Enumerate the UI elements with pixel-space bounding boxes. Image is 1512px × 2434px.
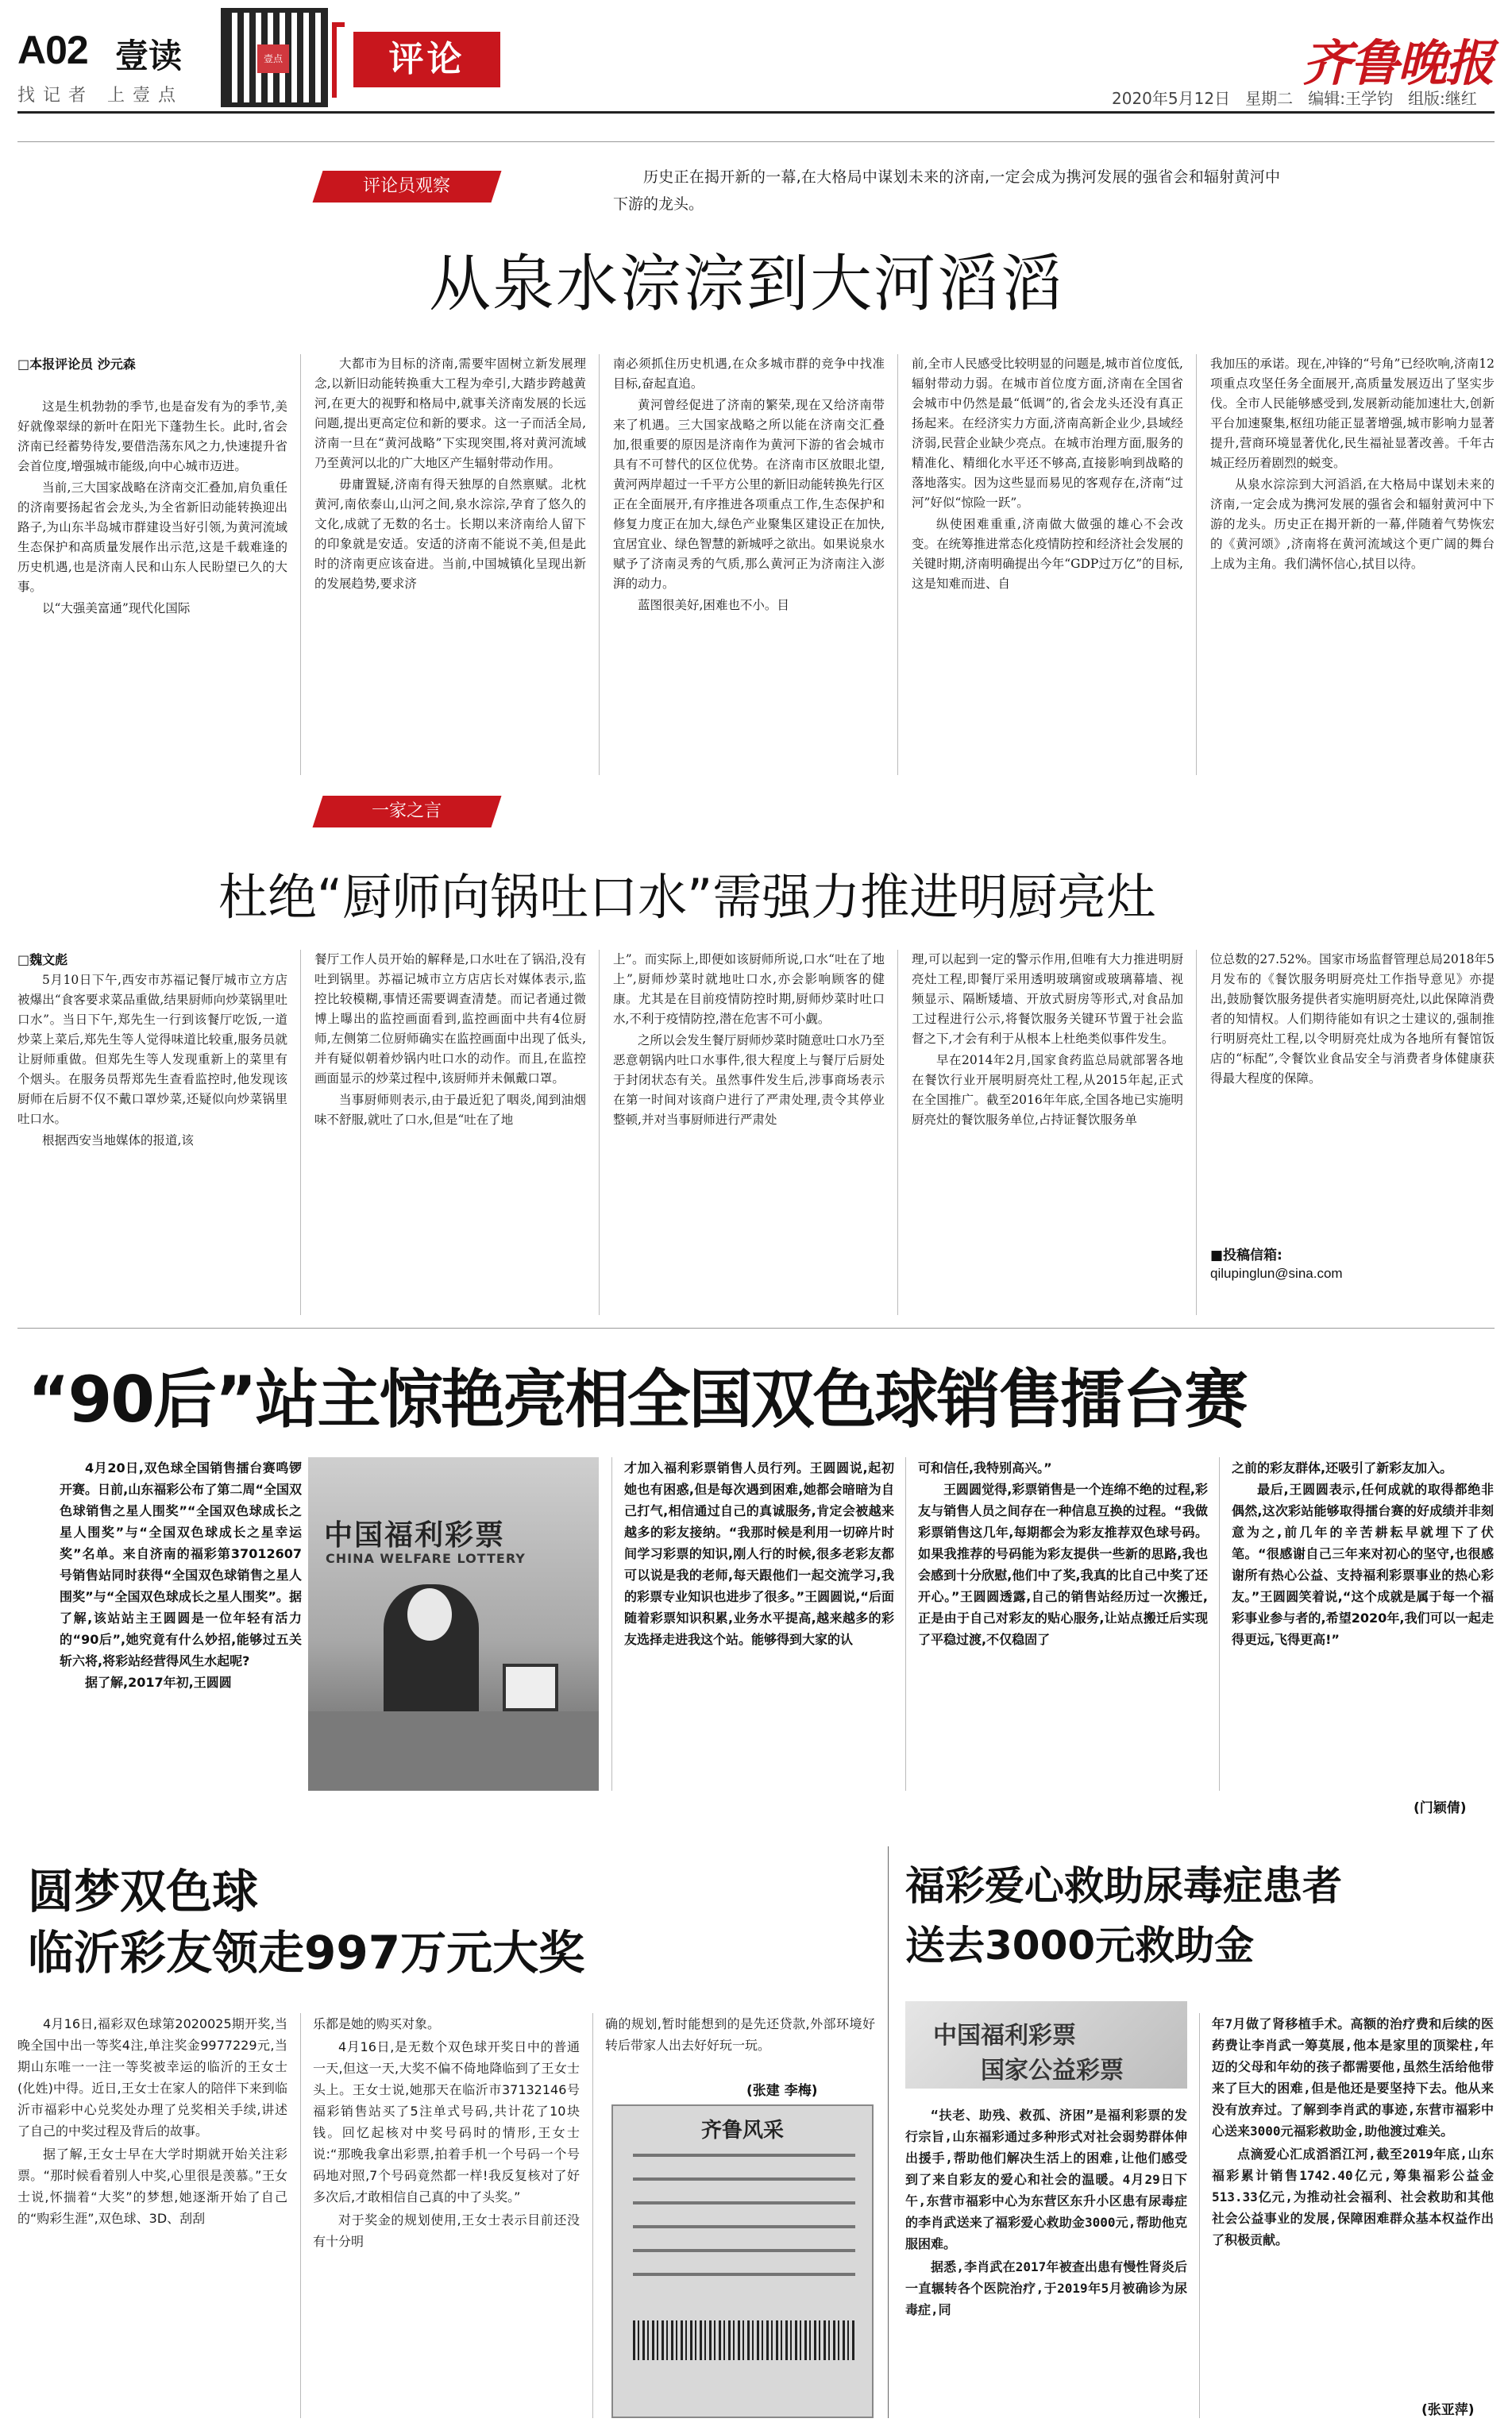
masthead-rule: [17, 111, 1495, 114]
article5-title-line1: 福彩爱心救助尿毒症患者: [905, 1863, 1342, 1909]
article2-col4: 理,可以起到一定的警示作用,但唯有大力推进明厨亮灶工程,即餐厅采用透明玻璃窗或玻璃幕墙、视频显示、隔断矮墙、开放式厨房等形式,对食品加工过程进行公示,将餐饮服务关键环节置于社会监督之下,才会有利于从根本上杜绝类似事件发生。 早在2014年2月,国家食药监总局就部署各地在餐饮行业开展明厨亮灶工程,从2015年起,正式在全国推广。截至2016年年底,全国各地已实施明厨亮灶的餐饮服务单位,占持证餐饮服务单: [912, 952, 1183, 1127]
article1-col1: 这是生机勃勃的季节,也是奋发有为的季节,美好就像翠绿的新叶在阳光下蓬勃生长。此时,省会济南已经蓄势待发,要借浩荡东风之力,快速提升省会首位度,增强城市能级,向中心城市迈进。 当前,三大国家战略在济南交汇叠加,肩负重任的济南要扬起省会龙头,为全省新旧动能转换迎出路子,为山东半岛城市群建设当好引领,为黄河流域生态保护和高质量发展作出示范,这是千载难逢的历史机遇,也是济南人民和山东人民盼望已久的大事。 以“大强美富通”现代化国际: [17, 399, 287, 615]
article2-col2: 餐厅工作人员开始的解释是,口水吐在了锅沿,没有吐到锅里。苏福记城市立方店店长对媒体表示,监控比较模糊,事情还需要调查清楚。而记者通过微博上曝出的监控画面看到,监控画面中共有4位厨师,左侧第二位厨师确实在监控画面中出现了低头,并有疑似朝着炒锅内吐口水的动作。而且,在监控画面显示的炒菜过程中,该厨师并未佩戴口罩。 当事厨师则表示,由于最近犯了咽炎,闻到油烟味不舒服,就吐了口水,但是“吐在了地: [314, 952, 586, 1127]
article4-col2: 乐都是她的购买对象。 4月16日,是无数个双色球开奖日中的普通一天,但这一天,大奖不偏不倚地降临到了王女士头上。王女士说,她那天在临沂市37132146号福彩销售站买了5注单式号码,共计花了10块钱。回忆起核对中奖号码时的情形,王女士说:“那晚我拿出彩票,拍着手机一个号码一个号码地对照,7个号码竟然都一样!我反复核对了好多次后,才敢相信自己真的中了头奖。” 对于奖金的规划使用,王女士表示目前还没有十分明: [313, 2016, 580, 2249]
article3-col1: 4月20日,双色球全国销售擂台赛鸣锣开赛。日前,山东福彩公布了第二周“全国双色球销售之星人围奖”“全国双色球成长之星人围奖”与“全国双色球成长之星幸运奖”名单。来自济南的福彩第37012607号销售站同时获得“全国双色球销售之星人围奖”与“全国双色球成长之星人围奖”。据了解,该站站主王圆圆是一位年轻有活力的“90后”,她究竟有什么妙招,能够过五关斩六将,将彩站经营得风生水起呢? 据了解,2017年初,王圆圆: [60, 1460, 302, 1690]
article5-title-line2: 送去3000元救助金: [905, 1923, 1255, 1969]
slogan: 找记者 上壹点: [17, 86, 183, 106]
article2-col1: 5月10日下午,西安市苏福记餐厅城市立方店被爆出“食客要求菜品重做,结果厨师向炒菜锅里吐口水”。当日下午,郑先生一行到该餐厅吃饭,一道炒菜上菜后,郑先生等人觉得味道比较重,服务员就让厨师重做。但郑先生等人发现重新上的菜里有个烟头。在服务员帮郑先生查看监控时,他发现该厨师在后厨不仅不戴口罩炒菜,还疑似向炒菜锅里吐口水。 根据西安当地媒体的报道,该: [17, 973, 287, 1148]
vertical-divider: [888, 1846, 889, 2418]
editor: 编辑:王学钧: [1308, 89, 1393, 108]
article5-col1: “扶老、助残、救孤、济困”是福利彩票的发行宗旨,山东福彩通过多种形式对社会弱势群体伸出援手,帮助他们解决生活上的困难,让他们感受到了来自彩友的爱心和社会的温暖。4月29日下午,东营市福彩中心为东营区东升小区患有尿毒症的李肖武送来了福彩爱心救助金3000元,帮助他克服困难。 据悉,李肖武在2017年被查出患有慢性肾炎后一直辗转各个医院治疗,于2019年5月被确诊为尿毒症,同: [905, 2108, 1187, 2317]
page-name: 壹读: [115, 37, 183, 75]
qr-code[interactable]: 壹点: [221, 8, 328, 107]
display-screen: [503, 1664, 558, 1711]
ticket-header: 齐鲁风采: [700, 2119, 784, 2143]
contact-label: ■投稿信箱:: [1210, 1248, 1282, 1263]
lottery-ticket-photo: [611, 2104, 874, 2418]
photo-sign: 中国福利彩票: [324, 1519, 506, 1552]
article4-credit: (张建 李梅): [746, 2083, 818, 2099]
article1-col3: 南必须抓住历史机遇,在众多城市群的竞争中找准目标,奋起直追。 黄河曾经促进了济南的繁荣,现在又给济南带来了机遇。三大国家战略之所以能在济南交汇叠加,很重要的原因是济南作为黄河下游的省会城市具有不可替代的区位优势。在济南市区放眼北望,黄河两岸超过一千平方公里的新旧动能转换先行区正在全面展开,有序推进各项重点工作,生态保护和修复力度正在加大,绿色产业聚集区建设正在加快,宜居宜业、绿色智慧的新城呼之欲出。如果说泉水赋予了济南灵秀的气质,那么黄河正为济南注入澎湃的动力。 蓝图很美好,困难也不小。目: [613, 357, 885, 612]
article5-col2: 年7月做了肾移植手术。高额的治疗费和后续的医药费让李肖武一筹莫展,他本是家里的顶梁柱,年迈的父母和年幼的孩子都需要他,虽然生活给他带来了巨大的困难,但是他还是要坚持下去。他从来没有放弃过。了解到李肖武的事迹,东营市福彩中心送来3000元福彩救助金,助他渡过难关。 点滴爱心汇成滔滔江河,截至2019年底,山东福彩累计销售1742.40亿元,筹集福彩公益金513.33亿元,为推动社会福利、社会救助和其他社会公益事业的发展,保障困难群众基本权益作出了积极贡献。: [1212, 2016, 1494, 2247]
layout-credit: 组版:继红: [1408, 89, 1477, 108]
article4-title-line1: 圆梦双色球: [28, 1865, 259, 1919]
ticket-barcode: [633, 2320, 855, 2360]
article1-title: 从泉水淙淙到大河滔滔: [429, 249, 1065, 320]
article1-byline: □本报评论员 沙元森: [17, 357, 136, 372]
article3-credit: (门颖倩): [1414, 1800, 1467, 1816]
article4-title-line2: 临沂彩友领走997万元大奖: [28, 1926, 585, 1980]
article3-col3: 可和信任,我特别高兴。” 王圆圆觉得,彩票销售是一个连绵不绝的过程,彩友与销售人员之间存在一种信息互换的过程。“我做彩票销售这几年,每期都会为彩友推荐双色球号码。如果我推荐的号码能为彩友提供一些新的思路,我也会感到十分欣慰,他们中了奖,我真的比自己中奖了还开心。”王圆圆透露,自己的销售站经历过一次搬迁,正是由于自己对彩友的贴心服务,让站点搬迁后实现了平稳过渡,不仅稳固了: [918, 1460, 1208, 1647]
welfare-lottery-logo: [905, 2001, 1187, 2089]
article3-col4: 之前的彩友群体,还吸引了新彩友加入。 最后,王圆圆表示,任何成就的取得都绝非偶然,这次彩站能够取得擂台赛的好成绩并非刻意为之,前几年的辛苦耕耘早就埋下了伏笔。“很感谢自己三年来对初心的坚守,也很感谢所有热心公益、支持福利彩票事业的热心彩友。”王圆圆笑着说,“这个成就是属于每一个福彩事业参与者的,希望2020年,我们可以一起走得更远,飞得更高!”: [1232, 1460, 1494, 1647]
paper-logo: 齐鲁晚报: [1302, 34, 1494, 92]
article2-title: 杜绝“厨师向锅吐口水”需强力推进明厨亮灶: [218, 868, 1156, 926]
article1-col4: 前,全市人民感受比较明显的问题是,城市首位度低,辐射带动力弱。在城市首位度方面,济南在全国省会城市中仍然是最“低调”的,省会龙头还没有真正扬起来。在经济实力方面,济南高新企业少,县域经济弱,民营企业缺少亮点。在城市治理方面,服务的精准化、精细化水平还不够高,直接影响到战略的落地落实。因为这些显而易见的客观存在,济南“过河”好似“惊险一跃”。 纵使困难重重,济南做大做强的雄心不会改变。在统筹推进常态化疫情防控和经济社会发展的关键时期,济南明确提出今年“GDP过万亿”的目标,这是知难而进、自: [912, 357, 1183, 591]
article3-title: “90后”站主惊艳亮相全国双色球销售擂台赛: [28, 1363, 1247, 1437]
article1-col5: 我加压的承诺。现在,冲锋的“号角”已经吹响,济南12项重点攻坚任务全面展开,高质量发展迈出了坚实步伐。全市人民能够感受到,发展新动能加速壮大,创新平台加速聚集,枢纽功能正显著增强,城市影响力显著提升,营商环境显著优化,民生福祉显著改善。千年古城正经历着剧烈的蜕变。 从泉水淙淙到大河滔滔,在大格局中谋划未来的济南,一定会成为携河发展的强省会和辐射黄河中下游的龙头。历史正在揭开新的一幕,伴随着气势恢宏的《黄河颂》,济南将在黄河流域这个更广阔的舞台上成为主角。我们满怀信心,拭目以待。: [1210, 357, 1495, 571]
logo-line1: 中国福利彩票: [933, 2022, 1076, 2050]
ticket-number-rows: [633, 2154, 855, 2297]
photo-sign-en: CHINA WELFARE LOTTERY: [326, 1551, 526, 1566]
page-code: A02: [17, 28, 88, 72]
person-face: [407, 1588, 452, 1641]
article4-col3: 确的规划,暂时能想到的是先还贷款,外部环境好转后带家人出去好好玩一玩。: [605, 2016, 875, 2053]
masthead-info: [1112, 86, 1477, 109]
section-label: 评论: [353, 32, 500, 87]
section-bracket-icon: [332, 22, 345, 98]
section-divider: [17, 1328, 1495, 1329]
logo-line2: 国家公益彩票: [981, 2057, 1124, 2085]
article2-tag: 一家之言: [313, 796, 502, 827]
article4-col1: 4月16日,福彩双色球第2020025期开奖,当晚全国中出一等奖4注,单注奖金9977229元,当期山东唯一一注一等奖被幸运的临沂的王女士(化姓)中得。近日,王女士在家人的陪伴下来到临沂市福彩中心兑奖处办理了兑奖相关手续,讲述了自己的中奖过程及背后的故事。 据了解,王女士早在大学时期就开始关注彩票。“那时候看着别人中奖,心里很是羡慕。”王女士说,怀揣着“大奖”的梦想,她逐渐开始了自己的“购彩生涯”,双色球、3D、刮刮: [17, 2016, 287, 2226]
article3-col2: 才加入福利彩票销售人员行列。王圆圆说,起初她也有困惑,但是每次遇到困难,她都会暗暗为自己打气,相信通过自己的真诚服务,肯定会被越来越多的彩友接纳。“我那时候是利用一切碎片时间学习彩票的知识,刚人行的时候,很多老彩友都可以说是我的老师,每天跟他们一起交流学习,我的彩票专业知识也进步了很多。”王圆圆说,“后面随着彩票知识积累,业务水平提高,越来越多的彩友选择走进我这个站。能够得到大家的认: [624, 1460, 894, 1647]
article5-credit: (张亚萍): [1421, 2402, 1475, 2418]
weekday: 星期二: [1245, 89, 1294, 108]
issue-date: 2020年5月12日: [1112, 89, 1231, 108]
article1-tag: 评论员观察: [313, 171, 502, 203]
masthead: [0, 0, 1512, 131]
article2-byline: □魏文彪: [17, 952, 68, 967]
article1-lead: 历史正在揭开新的一幕,在大格局中谋划未来的济南,一定会成为携河发展的强省会和辐射黄河中下游的龙头。: [613, 168, 1280, 213]
masthead-rule-thin: [17, 141, 1495, 142]
article1-col2: 大都市为目标的济南,需要牢固树立新发展理念,以新旧动能转换重大工程为牵引,大踏步跨越黄河,在更大的视野和格局中,就事关济南发展的长远问题,提出更高定位和新的要求。这一子而活全局,济南一旦在“黄河战略”下实现突围,将对黄河流域乃至黄河以北的广大地区产生辐射带动作用。 毋庸置疑,济南有得天独厚的自然禀赋。北枕黄河,南依泰山,山河之间,泉水淙淙,孕育了悠久的文化,成就了无数的名士。长期以来济南给人留下的印象就是安适。安适的济南不能说不美,但是此时的济南更应该奋进。当前,中国城镇化呈现出新的发展趋势,要求济: [314, 357, 586, 591]
article2-col3: 上”。而实际上,即便如该厨师所说,口水“吐在了地上”,厨师炒菜时就地吐口水,亦会影响顾客的健康。尤其是在目前疫情防控时期,厨师炒菜时吐口水,不利于疫情防控,潜在危害不可小觑。 之所以会发生餐厅厨师炒菜时随意吐口水乃至恶意朝锅内吐口水事件,很大程度上与餐厅后厨处于封闭状态有关。虽然事件发生后,涉事商场表示在第一时间对该商户进行了严肃处理,责令其停业整顿,并对当事厨师进行严肃处: [613, 952, 885, 1127]
salesperson-photo: [308, 1457, 599, 1791]
contact-email[interactable]: qilupinglun@sina.com: [1210, 1266, 1343, 1281]
counter-desk: [308, 1711, 599, 1791]
article2-col5: 位总数的27.52%。国家市场监督管理总局2018年5月发布的《餐饮服务明厨亮灶工作指导意见》亦提出,鼓励餐饮服务提供者实施明厨亮灶,以此保障消费者的知情权。人们期待能如有识之士建议的,强制推行明厨亮灶工程,以令明厨亮灶成为各地所有餐馆饭店的“标配”,令餐饮业食品安全与消费者身体健康获得最大程度的保障。: [1210, 952, 1495, 1086]
